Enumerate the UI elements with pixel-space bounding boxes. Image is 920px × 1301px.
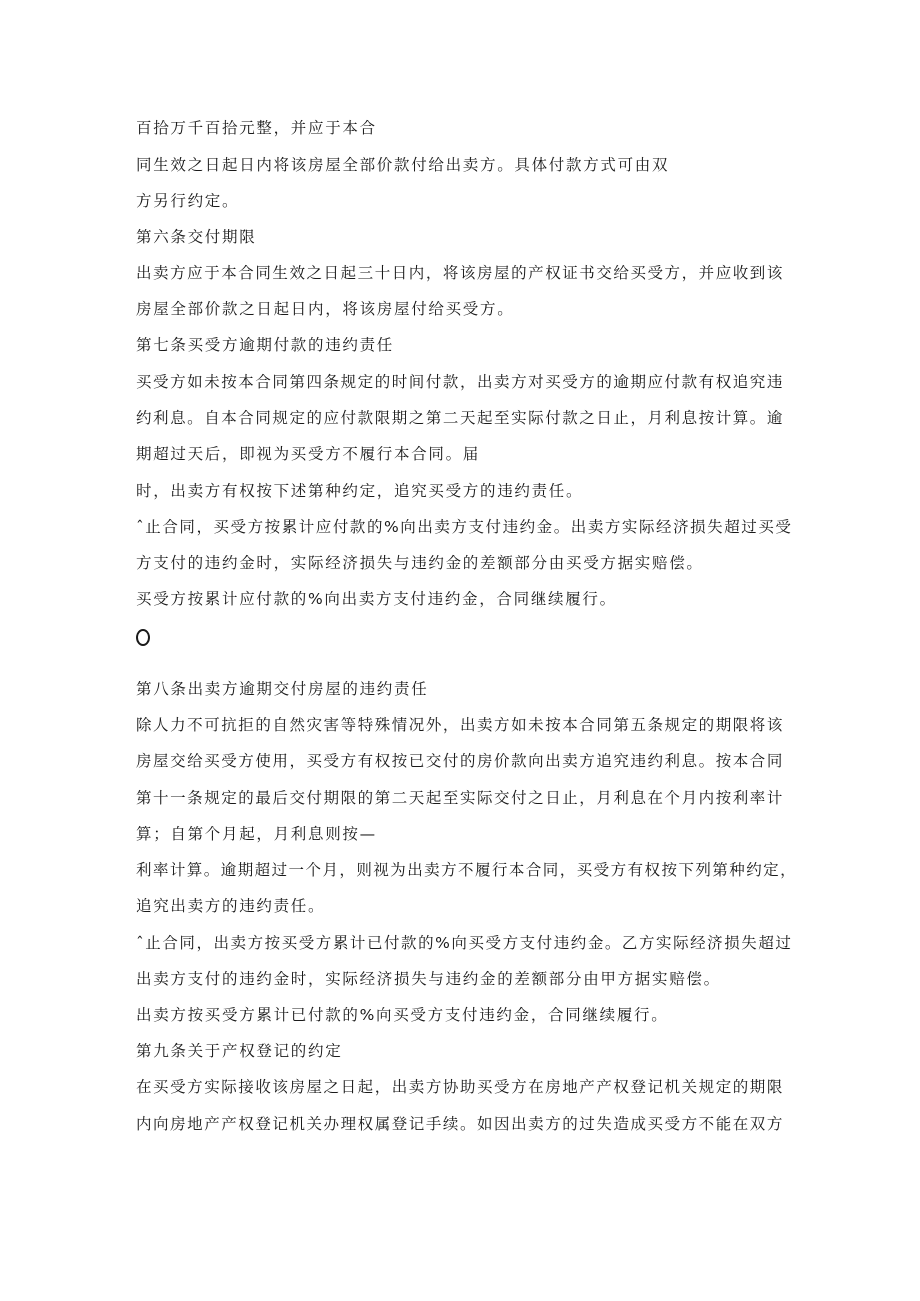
text-line: 出卖方支付的违约金时，实际经济损失与违约金的差额部分由甲方据实赔偿。 — [136, 970, 721, 988]
text-line: 同生效之日起日内将该房屋全部价款付给出卖方。具体付款方式可由双 — [136, 156, 670, 174]
section-heading-9: 第九条关于产权登记的约定 — [136, 1042, 343, 1060]
text-line: 出卖方应于本合同生效之日起三十日内，将该房屋的产权证书交给买受方，并应收到该 — [136, 264, 784, 282]
text-line: 出卖方按买受方累计已付款的%向买受方支付违约金，合同继续履行。 — [136, 1006, 669, 1024]
text-line: ˆ止合同，出卖方按买受方累计已付款的%向买受方支付违约金。乙方实际经济损失超过 — [136, 934, 793, 952]
text-line: 买受方按累计应付款的%向出卖方支付违约金，合同继续履行。 — [136, 590, 617, 608]
text-line: 在买受方实际接收该房屋之日起，出卖方协助买受方在房地产产权登记机关规定的期限 — [136, 1078, 784, 1096]
text-line: 追究出卖方的违约责任。 — [136, 897, 326, 915]
text-line: 房屋交给买受方使用，买受方有权按已交付的房价款向出卖方追究违约利息。按本合同 — [136, 752, 784, 770]
text-line: 时，出卖方有权按下述第种约定，追究买受方的违约责任。 — [136, 482, 584, 500]
text-line: 方支付的违约金时，实际经济损失与违约金的差额部分由买受方据实赔偿。 — [136, 554, 704, 572]
text-line: 房屋全部价款之日起日内，将该房屋付给买受方。 — [136, 300, 515, 318]
text-line: 内向房地产产权登记机关办理权属登记手续。如因出卖方的过失造成买受方不能在双方 — [136, 1115, 784, 1133]
section-heading-6: 第六条交付期限 — [136, 228, 257, 246]
text-line: 约利息。自本合同规定的应付款限期之第二天起至实际付款之日止，月利息按计算。逾 — [136, 409, 784, 427]
circle-symbol-icon — [136, 629, 150, 646]
text-line: 期超过天后，即视为买受方不履行本合同。届 — [136, 445, 481, 463]
text-line: 算；自第个月起，月利息则按— — [136, 825, 377, 843]
section-heading-7: 第七条买受方逾期付款的违约责任 — [136, 336, 395, 354]
text-line: 买受方如未按本合同第四条规定的时间付款，出卖方对买受方的逾期应付款有权追究违 — [136, 373, 784, 391]
text-line: ˆ止合同，买受方按累计应付款的%向出卖方支付违约金。出卖方实际经济损失超过买受 — [136, 518, 793, 536]
text-line: 第十一条规定的最后交付期限的第二天起至实际交付之日止，月利息在个月内按利率计 — [136, 789, 784, 807]
text-line: 方另行约定。 — [136, 192, 240, 210]
text-line: 百拾万千百拾元整，并应于本合 — [136, 119, 377, 137]
section-heading-8: 第八条出卖方逾期交付房屋的违约责任 — [136, 680, 429, 698]
text-line: 利率计算。逾期超过一个月，则视为出卖方不履行本合同，买受方有权按下列第种约定， — [136, 861, 798, 879]
text-line: 除人力不可抗拒的自然灾害等特殊情况外，出卖方如未按本合同第五条规定的期限将该 — [136, 716, 784, 734]
